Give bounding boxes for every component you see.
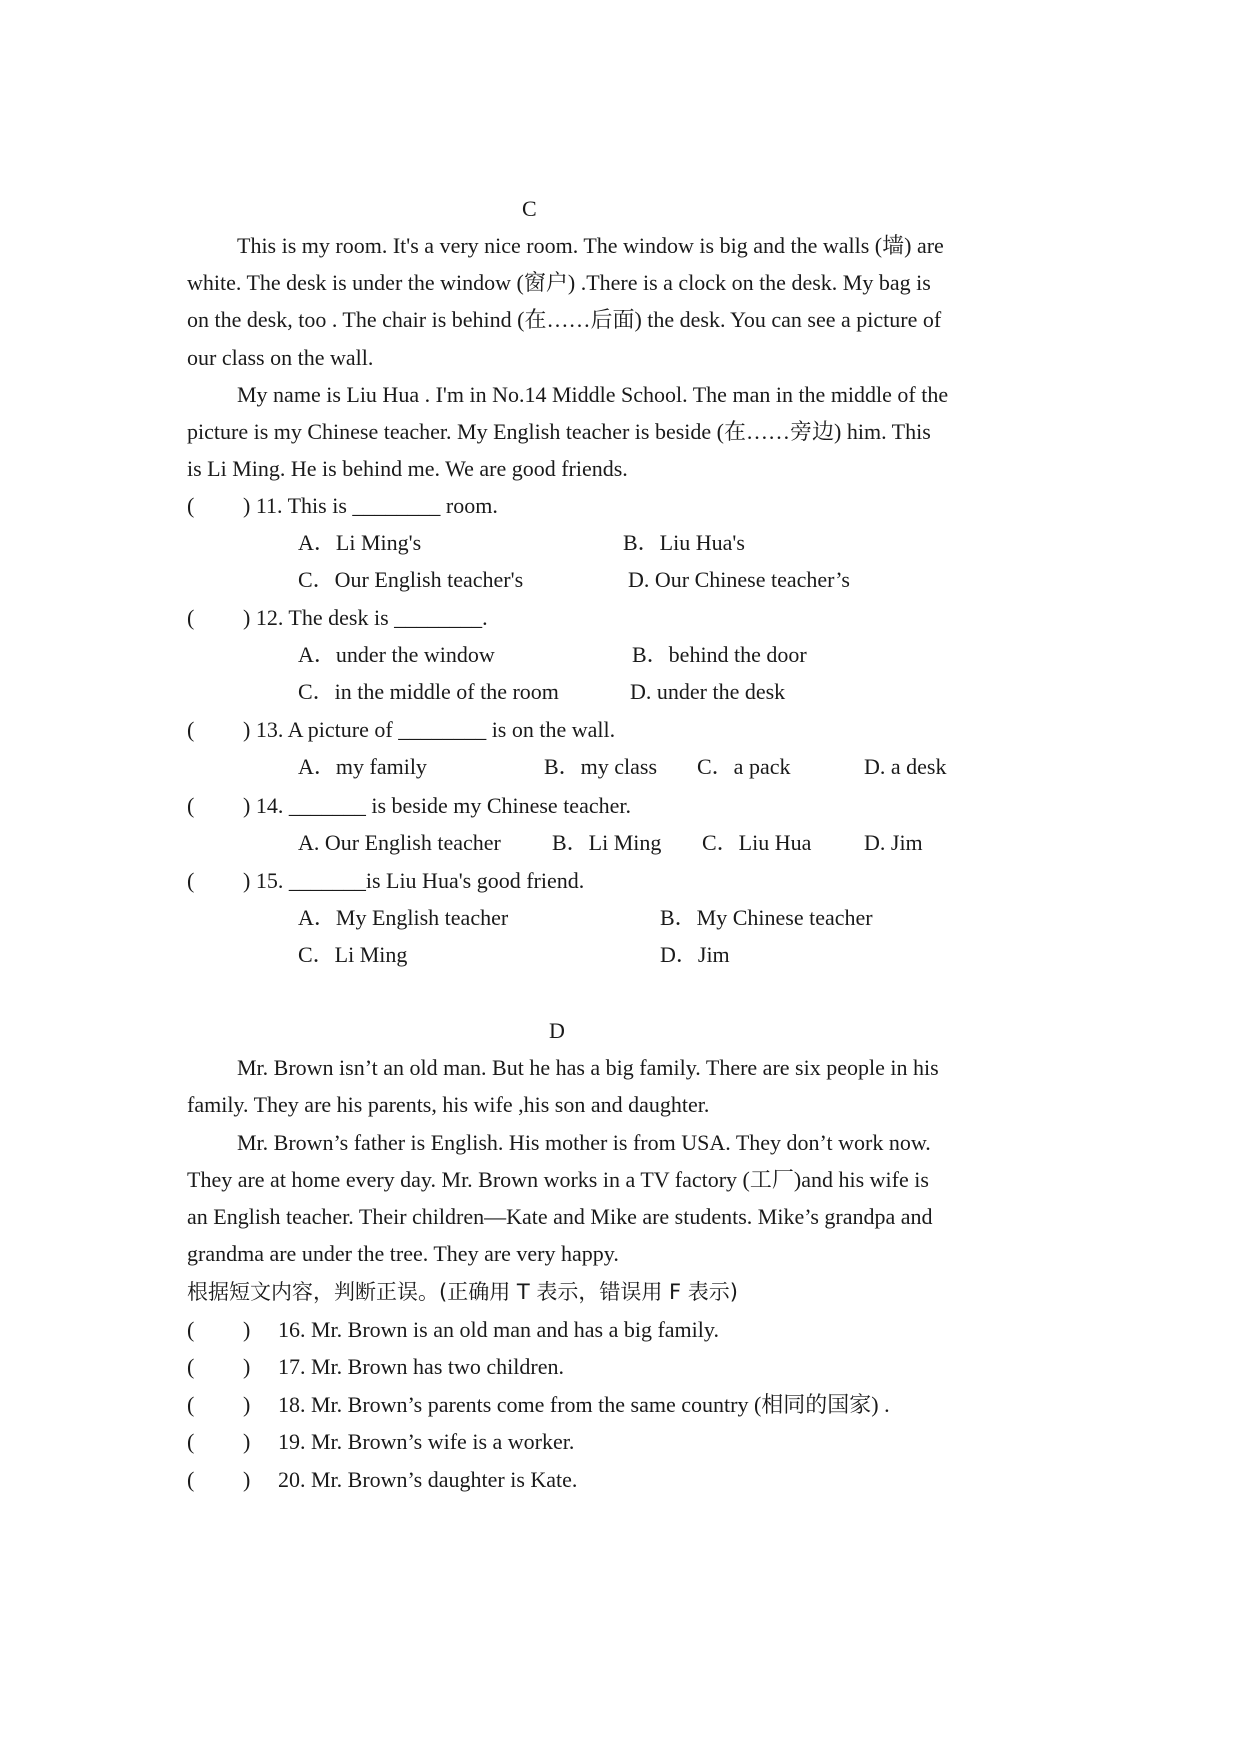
answer-paren-close: ): [243, 1429, 251, 1454]
question-15-option-c: C．Li Ming: [298, 942, 408, 967]
c-para2-line2: picture is my Chinese teacher. My English teacher is beside (在……旁边) him. This: [187, 419, 931, 444]
answer-paren-open: (: [187, 1392, 195, 1417]
question-11-option-c: C．Our English teacher's: [298, 567, 524, 592]
question-11-stem: ) 11. This is ________ room.: [243, 493, 498, 518]
question-14-option-b: B．Li Ming: [552, 830, 662, 855]
answer-paren-open: (: [187, 717, 195, 742]
question-13-option-b: B．my class: [544, 754, 658, 779]
question-11-option-d: D. Our Chinese teacher’s: [628, 567, 850, 592]
section-c-heading: C: [522, 196, 537, 221]
question-14-stem: ) 14. _______ is beside my Chinese teacher.: [243, 793, 631, 818]
answer-paren-open: (: [187, 1354, 195, 1379]
d-para1-line2: family. They are his parents, his wife ,his son and daughter.: [187, 1092, 710, 1117]
answer-paren-open: (: [187, 493, 195, 518]
answer-paren-open: (: [187, 1317, 195, 1342]
statement-18: 18. Mr. Brown’s parents come from the same country (相同的国家) .: [278, 1392, 890, 1417]
question-12-option-a: A．under the window: [298, 642, 495, 667]
question-12-option-c: C．in the middle of the room: [298, 679, 559, 704]
question-15-option-a: A．My English teacher: [298, 905, 509, 930]
question-14-option-d: D. Jim: [864, 830, 923, 855]
true-false-instruction: 根据短文内容，判断正误。(正确用 T 表示，错误用 F 表示): [187, 1280, 738, 1304]
question-12-option-b: B．behind the door: [632, 642, 807, 667]
statement-16: 16. Mr. Brown is an old man and has a big family.: [278, 1317, 719, 1342]
statement-20: 20. Mr. Brown’s daughter is Kate.: [278, 1467, 578, 1492]
c-para1-line1: This is my room. It's a very nice room. The window is big and the walls (墙) are: [237, 233, 944, 258]
d-para2-line2: They are at home every day. Mr. Brown works in a TV factory (工厂)and his wife is: [187, 1167, 929, 1192]
answer-paren-close: ): [243, 1392, 251, 1417]
question-14-option-a: A. Our English teacher: [298, 830, 501, 855]
answer-paren-open: (: [187, 605, 195, 630]
c-para1-line2: white. The desk is under the window (窗户) .There is a clock on the desk. My bag is: [187, 270, 931, 295]
d-para2-line4: grandma are under the tree. They are very happy.: [187, 1241, 619, 1266]
question-14-option-c: C．Liu Hua: [702, 830, 812, 855]
answer-paren-open: (: [187, 868, 195, 893]
question-11-option-b: B．Liu Hua's: [623, 530, 745, 555]
c-para1-line3: on the desk, too . The chair is behind (在……后面) the desk. You can see a picture of: [187, 307, 942, 332]
statement-17: 17. Mr. Brown has two children.: [278, 1354, 564, 1379]
c-para1-line4: our class on the wall.: [187, 345, 374, 370]
d-para2-line1: Mr. Brown’s father is English. His mother is from USA. They don’t work now.: [237, 1130, 931, 1155]
question-13-option-c: C．a pack: [697, 754, 791, 779]
answer-paren-close: ): [243, 1317, 251, 1342]
question-15-stem: ) 15. _______is Liu Hua's good friend.: [243, 868, 585, 893]
question-13-option-d: D. a desk: [864, 754, 947, 779]
statement-19: 19. Mr. Brown’s wife is a worker.: [278, 1429, 575, 1454]
d-para2-line3: an English teacher. Their children—Kate and Mike are students. Mike’s grandpa and: [187, 1204, 933, 1229]
question-12-option-d: D. under the desk: [630, 679, 786, 704]
answer-paren-close: ): [243, 1354, 251, 1379]
c-para2-line3: is Li Ming. He is behind me. We are good friends.: [187, 456, 628, 481]
question-11-option-a: A．Li Ming's: [298, 530, 422, 555]
question-15-option-d: D．Jim: [660, 942, 730, 967]
c-para2-line1: My name is Liu Hua . I'm in No.14 Middle School. The man in the middle of the: [237, 382, 949, 407]
answer-paren-open: (: [187, 1467, 195, 1492]
answer-paren-open: (: [187, 793, 195, 818]
question-13-stem: ) 13. A picture of ________ is on the wall.: [243, 717, 616, 742]
question-13-option-a: A．my family: [298, 754, 427, 779]
answer-paren-close: ): [243, 1467, 251, 1492]
answer-paren-open: (: [187, 1429, 195, 1454]
question-15-option-b: B．My Chinese teacher: [660, 905, 873, 930]
section-d-heading: D: [549, 1018, 565, 1043]
question-12-stem: ) 12. The desk is ________.: [243, 605, 488, 630]
d-para1-line1: Mr. Brown isn’t an old man. But he has a big family. There are six people in his: [237, 1055, 939, 1080]
